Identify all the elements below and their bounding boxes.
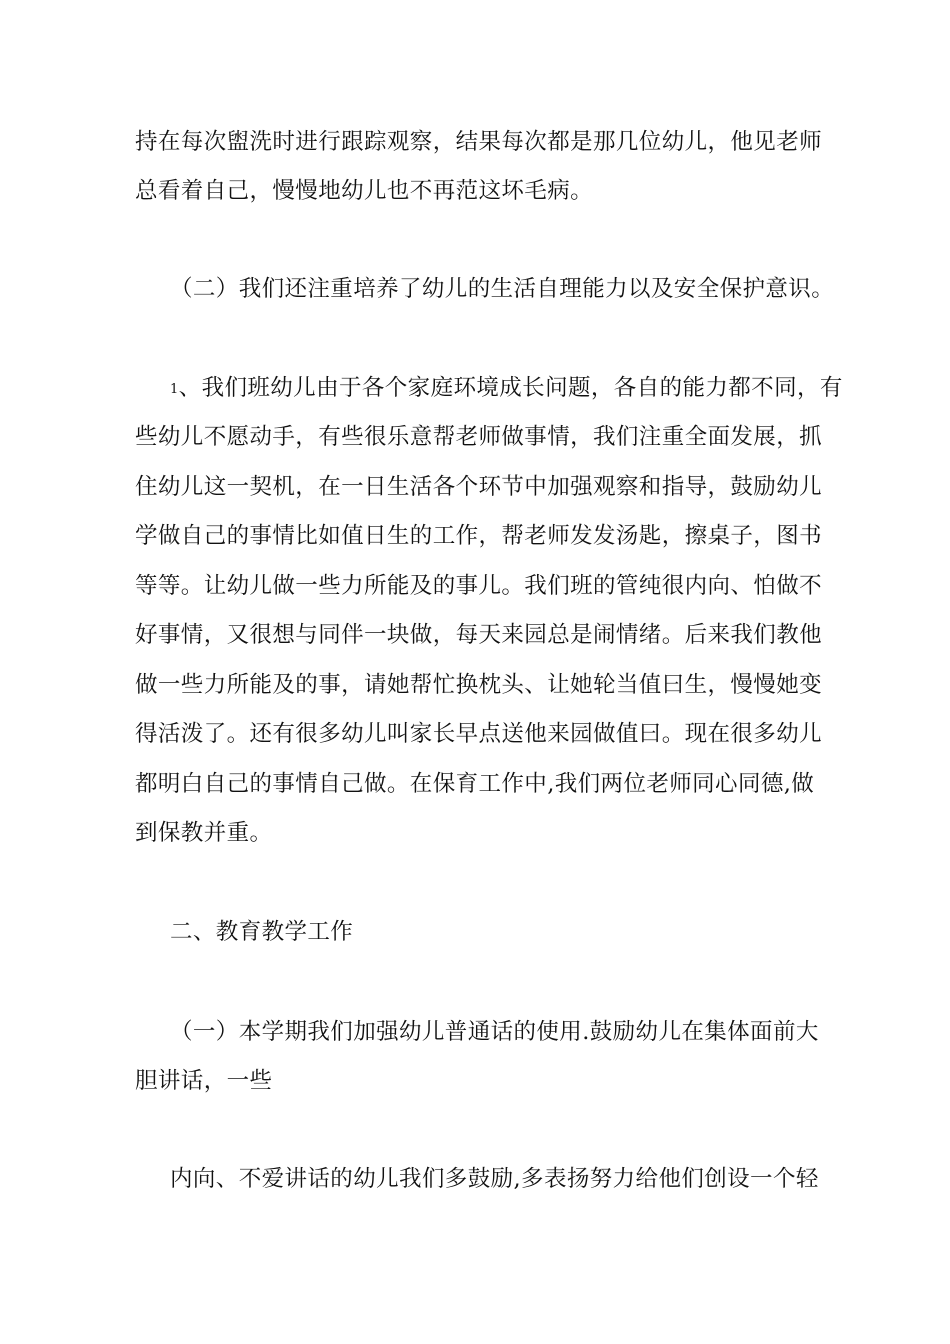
paragraph-line: 等等。让幼儿做一些力所能及的事儿。我们班的管纯很内向、怕做不 (135, 573, 823, 599)
paragraph-line: 些幼儿不愿动手，有些很乐意帮老师做事情，我们注重全面发展，抓 (135, 424, 823, 450)
paragraph-line: 学做自己的事情比如值日生的工作，帮老师发发汤匙，擦桌子，图书 (135, 523, 823, 549)
paragraph-line: （一）本学期我们加强幼儿普通话的使用.鼓励幼儿在集体面前大 (170, 1019, 819, 1045)
list-number: 1 (170, 382, 179, 397)
paragraph-line: 做一些力所能及的事，请她帮忙换枕头、让她轮当值曰生，慢慢她变 (135, 672, 823, 698)
paragraph-line: 得活泼了。还有很多幼儿叫家长早点送他来园做值曰。现在很多幼儿 (135, 721, 823, 747)
section-subheading: （二）我们还注重培养了幼儿的生活自理能力以及安全保护意识。 (170, 276, 835, 302)
paragraph-line: 住幼儿这一契机，在一日生活各个环节中加强观察和指导，鼓励幼儿 (135, 474, 823, 500)
paragraph-line: 胆讲话，一些 (135, 1068, 273, 1094)
paragraph-line: 都明白自己的事情自己做。在保育工作中,我们两位老师同心同德,做 (135, 771, 815, 797)
section-heading: 二、教育教学工作 (170, 919, 354, 945)
paragraph-line: 持在每次盥洗时进行跟踪观察，结果每次都是那几位幼儿，他见老师 (135, 129, 823, 155)
paragraph-line: 内向、不爱讲话的幼儿我们多鼓励,多表扬努力给他们创设一个轻 (170, 1166, 819, 1192)
paragraph-line: 到保教并重。 (135, 820, 273, 846)
paragraph-line-text: 、我们班幼儿由于各个家庭环境成长问题，各自的能力都不同，有 (178, 375, 843, 401)
paragraph-line (170, 373, 843, 405)
paragraph-line: 好事情，又很想与同伴一块做，每天来园总是闹情绪。后来我们教他 (135, 622, 823, 648)
paragraph-line: 总看着自己，慢慢地幼儿也不再范这坏毛病。 (135, 178, 594, 204)
